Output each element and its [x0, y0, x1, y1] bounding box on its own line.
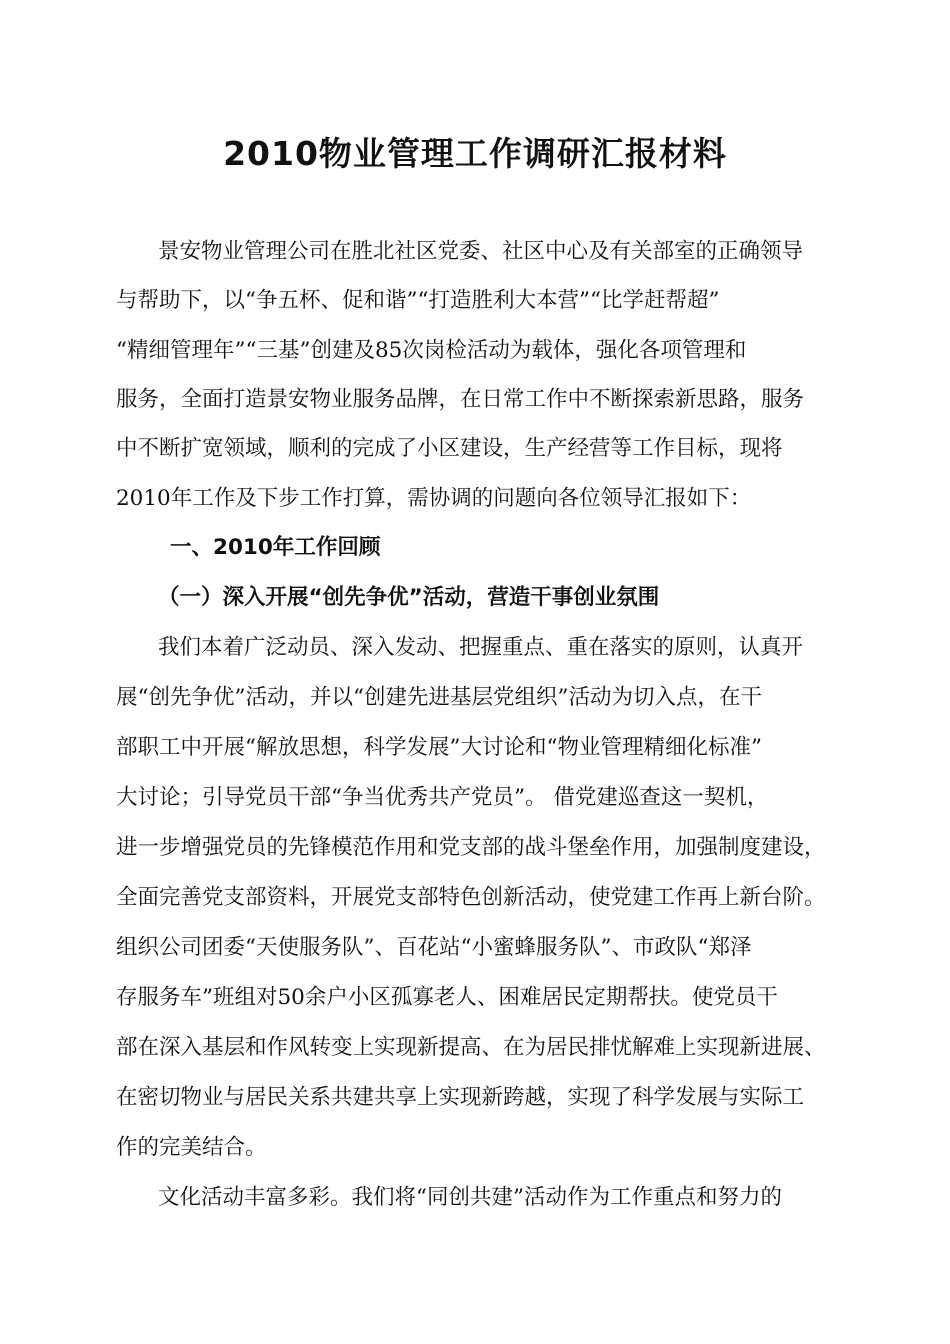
paragraph-line: 中不断扩宽领域，顺利的完成了小区建设，生产经营等工作目标，现将 — [116, 436, 783, 461]
section-heading: 一、2010年工作回顾 — [170, 535, 381, 560]
paragraph-line: “精细管理年”“三基”创建及85次岗检活动为载体，强化各项管理和 — [116, 338, 747, 363]
paragraph-line: 我们本着广泛动员、深入发动、把握重点、重在落实的原则，认真开 — [158, 635, 804, 660]
paragraph-line: 2010年工作及下步工作打算，需协调的问题向各位领导汇报如下： — [116, 486, 752, 511]
subsection-heading: （一）深入开展“创先争优”活动，营造干事创业氛围 — [158, 585, 660, 610]
paragraph-line: 进一步增强党员的先锋模范作用和党支部的战斗堡垒作用，加强制度建设， — [116, 835, 826, 860]
paragraph-line: 全面完善党支部资料，开展党支部特色创新活动，使党建工作再上新台阶。 — [116, 885, 826, 910]
paragraph-line: 服务，全面打造景安物业服务品牌，在日常工作中不断探索新思路，服务 — [116, 387, 805, 412]
paragraph-line: 组织公司团委“天使服务队”、百花站“小蜜蜂服务队”、市政队“郑泽 — [116, 935, 752, 960]
paragraph-line: 部在深入基层和作风转变上实现新提高、在为居民排忧解难上实现新进展、 — [116, 1035, 826, 1060]
paragraph-line: 文化活动丰富多彩。我们将“同创共建”活动作为工作重点和努力的 — [158, 1185, 782, 1210]
paragraph-line: 存服务车”班组对50余户小区孤寡老人、困难居民定期帮扶。使党员干 — [116, 985, 778, 1010]
paragraph-line: 与帮助下，以“争五杯、促和谐”“打造胜利大本营”“比学赶帮超” — [116, 288, 720, 313]
paragraph-line: 在密切物业与居民关系共建共享上实现新跨越，实现了科学发展与实际工 — [116, 1085, 805, 1110]
paragraph-line: 作的完美结合。 — [116, 1135, 267, 1160]
paragraph-line: 景安物业管理公司在胜北社区党委、社区中心及有关部室的正确领导 — [158, 239, 804, 264]
document-title: 2010物业管理工作调研汇报材料 — [223, 134, 727, 173]
paragraph-line: 展“创先争优”活动，并以“创建先进基层党组织”活动为切入点，在干 — [116, 685, 762, 710]
paragraph-line: 部职工中开展“解放思想，科学发展”大讨论和“物业管理精细化标准” — [116, 735, 762, 760]
paragraph-line: 大讨论；引导党员干部“争当优秀共产党员”。 借党建巡查这一契机， — [116, 785, 769, 810]
